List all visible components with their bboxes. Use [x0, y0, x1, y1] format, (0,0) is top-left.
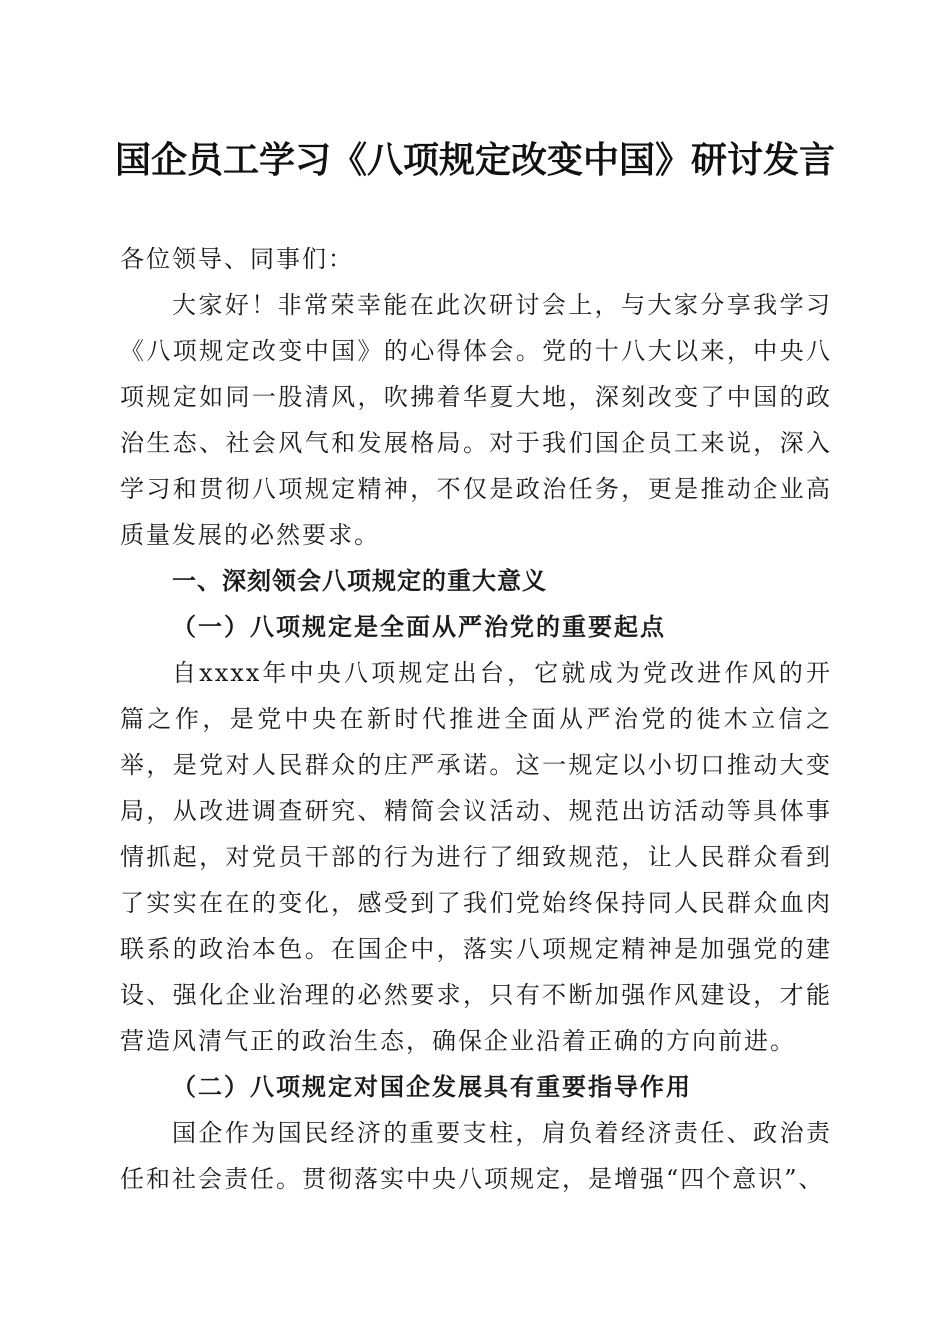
subsection-heading-1: （一）八项规定是全面从严治党的重要起点 — [172, 612, 666, 641]
intro-paragraph: 大家好！非常荣幸能在此次研讨会上，与大家分享我学习《八项规定改变中国》的心得体会。党的十八大以来，中央八项规定如同一股清风，吹拂着华夏大地，深刻改变了中国的政治生态、社会风气和发展格局。对于我们国企员工来说，深入学习和贯彻八项规定精神，不仅是政治任务，更是推动企业高质量发展的必然要求。 — [120, 291, 832, 549]
subsection-paragraph-2: 国企作为国民经济的重要支柱，肩负着经济责任、政治责任和社会责任。贯彻落实中央八项规定，是增强“四个意识”、 — [120, 1119, 832, 1193]
document-body — [120, 236, 832, 1202]
section-heading-1: 一、深刻领会八项规定的重大意义 — [172, 567, 547, 595]
subsection-heading-2: （二）八项规定对国企发展具有重要指导作用 — [172, 1072, 692, 1101]
subsection-paragraph-1: 自xxxx年中央八项规定出台，它就成为党改进作风的开篇之作，是党中央在新时代推进全面从严治党的徙木立信之举，是党对人民群众的庄严承诺。这一规定以小切口推动大变局，从改进调查研究、精简会议活动、规范出访活动等具体事情抓起，对党员干部的行为进行了细致规范，让人民群众看到了实实在在的变化，感受到了我们党始终保持同人民群众血肉联系的政治本色。在国企中，落实八项规定精神是加强党的建设、强化企业治理的必然要求，只有不断加强作风建设，才能营造风清气正的政治生态，确保企业沿着正确的方向前进。 — [120, 659, 832, 1055]
document-title: 国企员工学习《八项规定改变中国》研讨发言 — [114, 139, 835, 181]
salutation: 各位领导、同事们： — [120, 245, 354, 273]
